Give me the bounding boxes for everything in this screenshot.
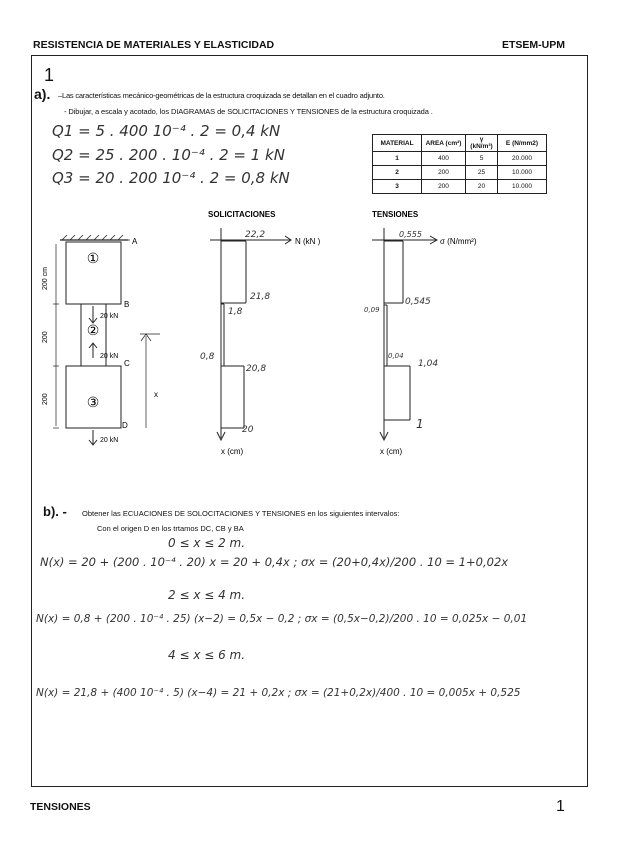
point-c-label: C: [124, 359, 130, 368]
equation-3: N(x) = 21,8 + (400 10⁻⁴ . 5) (x−4) = 21 + 0,2x ; σx = (21+0,2x)/400 . 10 = 0,005x + 0,525: [36, 687, 521, 699]
load-c-label: 20 kN: [100, 353, 119, 360]
sigma-value-c-upper: 0,04: [388, 352, 404, 360]
col-e: E (N/mm2): [498, 135, 547, 152]
interval-2: 2 ≤ x ≤ 4 m.: [168, 588, 246, 602]
header-title: RESISTENCIA DE MATERIALES Y ELASTICIDAD: [33, 39, 275, 51]
x-axis-label-n: x (cm): [221, 447, 244, 456]
table-cell: 400: [422, 152, 466, 166]
part-a-line1: –Las características mecánico-geométricas de la estructura croquizada se detallan en el cuadro adjunto.: [58, 91, 385, 100]
n-value-c-lower: 20,8: [246, 364, 267, 374]
x-coordinate-label: x: [154, 390, 158, 399]
interval-3: 4 ≤ x ≤ 6 m.: [168, 648, 246, 662]
n-value-b-upper: 21,8: [250, 292, 271, 302]
load-d-label: 20 kN: [100, 437, 119, 444]
n-axis-label: N (kN ): [295, 237, 321, 246]
sigma-value-bottom: 1: [416, 417, 424, 431]
col-area: AREA (cm²): [422, 135, 466, 152]
exercise-number: 1: [44, 65, 55, 85]
table-cell: 20.000: [498, 152, 547, 166]
n-value-b-lower: 1,8: [228, 307, 243, 317]
n-value-bottom: 20: [242, 425, 254, 435]
q1-equation: Q1 = 5 . 400 10⁻⁴ . 2 = 0,4 kN: [52, 122, 281, 140]
table-cell: 20: [466, 180, 498, 194]
n-diagram: [210, 228, 291, 440]
table-cell: 10.000: [498, 166, 547, 180]
dim-1-label: 200 cm: [42, 267, 49, 290]
point-b-label: B: [124, 300, 130, 309]
sigma-diagram: [372, 228, 437, 440]
part-b-line1: Obtener las ECUACIONES DE SOLOCITACIONES Y TENSIONES en los siguientes intervalos:: [82, 509, 400, 518]
table-cell: 200: [422, 166, 466, 180]
sigma-axis-label: σ (N/mm²): [440, 237, 477, 246]
table-cell: 5: [466, 152, 498, 166]
col-gamma: γ (kN/m³): [466, 135, 498, 152]
footer-title: TENSIONES: [30, 801, 91, 813]
point-a-label: A: [132, 237, 138, 246]
interval-1: 0 ≤ x ≤ 2 m.: [168, 536, 246, 550]
table-cell: 2: [373, 166, 422, 180]
footer-page-number: 1: [556, 798, 565, 815]
table-cell: 10.000: [498, 180, 547, 194]
table-cell: 3: [373, 180, 422, 194]
piece-3-label: ③: [86, 394, 100, 410]
part-a-line2: - Dibujar, a escala y acotado, los DIAGRAMAS de SOLICITACIONES Y TENSIONES de la estructura croquizada .: [64, 107, 433, 116]
solicitaciones-title: SOLICITACIONES: [208, 210, 276, 219]
part-a-label: a).: [34, 86, 51, 102]
x-axis-label-sigma: x (cm): [380, 447, 403, 456]
point-d-label: D: [122, 421, 128, 430]
sigma-value-c-lower: 1,04: [418, 359, 439, 369]
dim-2-label: 200: [42, 331, 49, 343]
dim-3-label: 200: [42, 393, 49, 405]
q3-equation: Q3 = 20 . 200 10⁻⁴ . 2 = 0,8 kN: [52, 169, 290, 187]
structure-drawing: [53, 235, 160, 445]
q2-equation: Q2 = 25 . 200 . 10⁻⁴ . 2 = 1 kN: [52, 146, 285, 164]
sigma-value-b-lower: 0,09: [364, 306, 380, 314]
load-b-label: 20 kN: [100, 313, 119, 320]
sigma-value-top: 0,555: [399, 230, 422, 239]
part-b-line2: Con el origen D en los trtamos DC, CB y BA: [97, 524, 244, 533]
header-institution: ETSEM-UPM: [502, 39, 565, 51]
piece-2-label: ②: [86, 322, 100, 338]
piece-1-label: ①: [86, 250, 100, 266]
tensiones-title: TENSIONES: [372, 210, 419, 219]
table-cell: 200: [422, 180, 466, 194]
equation-1: N(x) = 20 + (200 . 10⁻⁴ . 20) x = 20 + 0,4x ; σx = (20+0,4x)/200 . 10 = 1+0,02x: [40, 555, 509, 569]
col-material: MATERIAL: [373, 135, 422, 152]
n-value-top: 22,2: [245, 230, 266, 240]
table-cell: 1: [373, 152, 422, 166]
table-cell: 25: [466, 166, 498, 180]
part-b-label: b). -: [43, 504, 67, 519]
sigma-value-b-upper: 0,545: [405, 297, 431, 307]
equation-2: N(x) = 0,8 + (200 . 10⁻⁴ . 25) (x−2) = 0,5x − 0,2 ; σx = (0,5x−0,2)/200 . 10 = 0,025x − 0,01: [36, 613, 528, 625]
n-value-c-upper: 0,8: [200, 352, 215, 362]
